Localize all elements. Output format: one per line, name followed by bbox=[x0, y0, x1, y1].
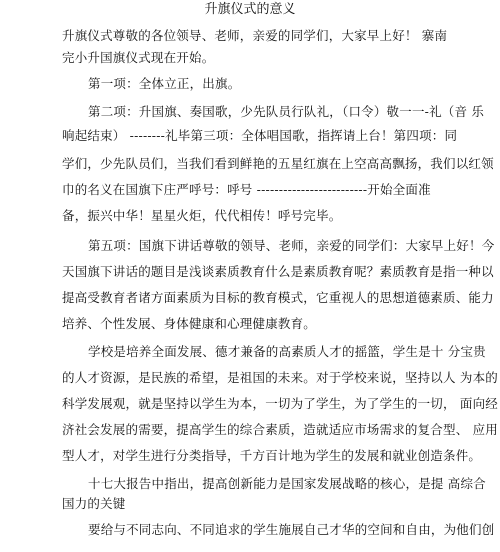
paragraph-line: 天国旗下讲话的题目是浅谈素质教育什么是素质教育呢？素质教育是指一种以 bbox=[62, 264, 494, 279]
paragraph-line: 提高受教育者诸方面素质为目标的教育模式，它重视人的思想道德素质、能力 bbox=[62, 290, 494, 305]
paragraph-line: 的人才资源，是民族的希望，是祖国的未来。对于学校来说，坚持以人 为本的 bbox=[62, 370, 498, 385]
paragraph-line: 型人才，对学生进行分类指导，千方百计地为学生的发展和就业创造条件。 bbox=[62, 448, 482, 463]
paragraph-line: 十七大报告中指出，提高创新能力是国家发展战略的核心，是提 高综合 bbox=[88, 476, 486, 491]
paragraph-line: 学校是培养全面发展、德才兼备的高素质人才的摇篮，学生是十 分宝贵 bbox=[88, 344, 486, 359]
paragraph-line: 要给与不同志向、不同追求的学生施展自己才华的空间和自由，为他们创 bbox=[88, 522, 495, 537]
paragraph-line: 培养、个性发展、身体健康和心理健康教育。 bbox=[62, 316, 317, 331]
paragraph-line: 完小升国旗仪式现在开始。 bbox=[62, 50, 215, 65]
paragraph-line: 巾的名义在国旗下庄严呼号：呼号 -------------------------开始全面准 bbox=[62, 182, 431, 197]
paragraph-line: 第一项：全体立正，出旗。 bbox=[88, 76, 241, 91]
paragraph-line: 升旗仪式尊敬的各位领导、老师，亲爱的同学们，大家早上好！ 寨南 bbox=[62, 28, 448, 43]
paragraph-line: 国力的关键 bbox=[62, 496, 126, 511]
paragraph-line: 第二项：升国旗、奏国歌，少先队员行队礼，（口令）敬一一-礼（音 乐 bbox=[88, 104, 485, 119]
document-title: 升旗仪式的意义 bbox=[204, 2, 296, 17]
paragraph-line: 科学发展观，就是坚持以学生为本，一切为了学生，为了学生的一切， 面向经 bbox=[62, 396, 498, 411]
paragraph-line: 响起结束） --------礼毕第三项：全体唱国歌，指挥请上台！第四项：同 bbox=[62, 128, 458, 143]
paragraph-line: 学们，少先队员们，当我们看到鲜艳的五星红旗在上空高高飘扬，我们以红领 bbox=[62, 156, 494, 171]
paragraph-line: 济社会发展的需要，提高学生的综合素质，造就适应市场需求的复合型、 应用 bbox=[62, 422, 498, 437]
paragraph-line: 备，振兴中华！星星火炬，代代相传！呼号完毕。 bbox=[62, 208, 342, 223]
paragraph-line: 第五项：国旗下讲话尊敬的领导、老师，亲爱的同学们：大家早上好！今 bbox=[88, 238, 495, 253]
